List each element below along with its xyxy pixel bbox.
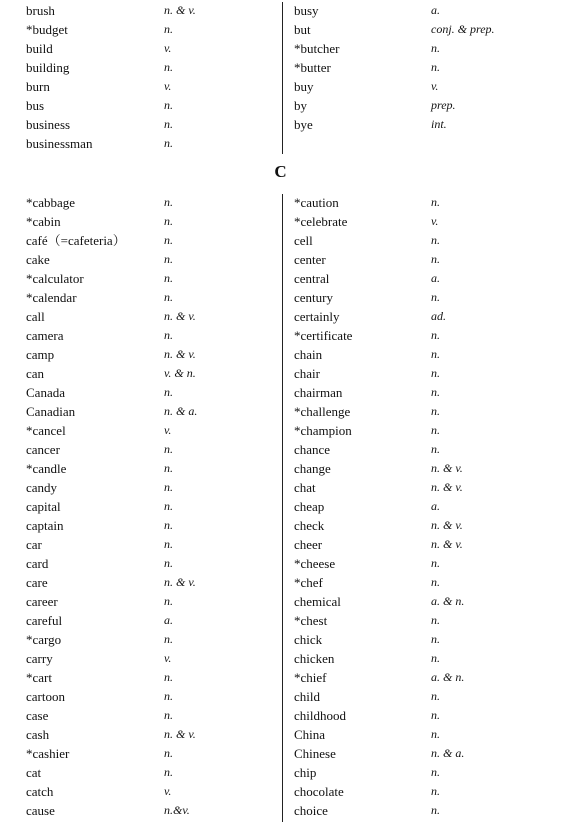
- word-text: catch: [26, 784, 54, 799]
- word-text: *champion: [294, 423, 352, 438]
- word-entry: [294, 516, 554, 535]
- part-of-speech: conj. & prep.: [431, 22, 495, 36]
- word-text: *chest: [294, 613, 328, 628]
- part-of-speech: n.: [431, 708, 440, 722]
- part-of-speech: n. & a.: [431, 746, 465, 760]
- word-entry: [294, 115, 554, 134]
- word-text: car: [26, 537, 42, 552]
- word-entry: [294, 383, 554, 402]
- part-of-speech: n.: [164, 689, 173, 703]
- word-text: child: [294, 689, 320, 704]
- word-entry: [294, 212, 554, 231]
- part-of-speech: v.: [164, 79, 172, 93]
- part-of-speech: n.: [431, 347, 440, 361]
- word-entry: [294, 231, 554, 250]
- word-text: *chief: [294, 670, 327, 685]
- word-entry: [26, 307, 266, 326]
- word-entry: [26, 96, 266, 115]
- word-entry: [26, 573, 266, 592]
- word-text: businessman: [26, 136, 93, 151]
- part-of-speech: n. & v.: [164, 3, 196, 17]
- word-text: chain: [294, 347, 323, 362]
- word-text: camp: [26, 347, 55, 362]
- word-entry: [26, 687, 266, 706]
- word-entry: [294, 459, 554, 478]
- part-of-speech: n.: [431, 195, 440, 209]
- word-entry: [26, 782, 266, 801]
- part-of-speech: n.: [431, 252, 440, 266]
- part-of-speech: n.: [431, 556, 440, 570]
- part-of-speech: n.: [164, 670, 173, 684]
- word-entry: [26, 516, 266, 535]
- word-text: chair: [294, 366, 320, 381]
- word-text: chemical: [294, 594, 341, 609]
- part-of-speech: n.: [164, 537, 173, 551]
- part-of-speech: n.: [164, 461, 173, 475]
- part-of-speech: n.&v.: [164, 803, 190, 817]
- part-of-speech: n. & v.: [164, 727, 196, 741]
- word-text: build: [26, 41, 53, 56]
- word-text: camera: [26, 328, 64, 343]
- word-entry: [294, 345, 554, 364]
- part-of-speech: int.: [431, 117, 447, 131]
- word-entry: [26, 763, 266, 782]
- word-text: *cart: [26, 670, 52, 685]
- part-of-speech: n.: [164, 117, 173, 131]
- word-entry: [294, 326, 554, 345]
- word-entry: [294, 592, 554, 611]
- word-text: China: [294, 727, 326, 742]
- part-of-speech: n. & v.: [431, 461, 463, 475]
- word-text: chance: [294, 442, 331, 457]
- word-text: capital: [26, 499, 61, 514]
- part-of-speech: n.: [431, 385, 440, 399]
- word-text: cause: [26, 803, 55, 818]
- word-text: by: [294, 98, 307, 113]
- word-entry: [294, 1, 554, 20]
- part-of-speech: n.: [431, 404, 440, 418]
- part-of-speech: n.: [431, 784, 440, 798]
- word-entry: [26, 421, 266, 440]
- word-entry: [294, 478, 554, 497]
- word-text: Canadian: [26, 404, 76, 419]
- part-of-speech: v.: [164, 41, 172, 55]
- part-of-speech: n.: [431, 290, 440, 304]
- part-of-speech: n.: [431, 632, 440, 646]
- word-entry: [294, 440, 554, 459]
- word-entry: [26, 250, 266, 269]
- word-entry: [26, 288, 266, 307]
- word-entry: [26, 134, 266, 153]
- word-entry: [294, 58, 554, 77]
- word-text: café（=cafeteria）: [26, 233, 126, 248]
- word-entry: [294, 307, 554, 326]
- word-entry: [294, 611, 554, 630]
- word-text: call: [26, 309, 45, 324]
- word-text: busy: [294, 3, 319, 18]
- word-text: careful: [26, 613, 63, 628]
- word-entry: [26, 497, 266, 516]
- word-text: chick: [294, 632, 323, 647]
- part-of-speech: n.: [431, 233, 440, 247]
- word-entry: [26, 326, 266, 345]
- word-text: chairman: [294, 385, 343, 400]
- word-entry: [26, 383, 266, 402]
- word-entry: [294, 725, 554, 744]
- word-text: cake: [26, 252, 50, 267]
- word-entry: [26, 231, 266, 250]
- part-of-speech: n.: [164, 290, 173, 304]
- word-entry: [294, 20, 554, 39]
- word-entry: [26, 212, 266, 231]
- part-of-speech: n.: [164, 499, 173, 513]
- word-text: career: [26, 594, 58, 609]
- part-of-speech: n. & v.: [431, 480, 463, 494]
- word-entry: [294, 630, 554, 649]
- word-entry: [294, 782, 554, 801]
- part-of-speech: n.: [431, 328, 440, 342]
- part-of-speech: a. & n.: [431, 670, 465, 684]
- word-entry: [294, 687, 554, 706]
- word-entry: [26, 39, 266, 58]
- part-of-speech: n.: [164, 233, 173, 247]
- part-of-speech: n.: [164, 195, 173, 209]
- word-text: chat: [294, 480, 316, 495]
- word-text: certainly: [294, 309, 340, 324]
- word-text: cheap: [294, 499, 325, 514]
- word-entry: [26, 269, 266, 288]
- word-text: cheer: [294, 537, 323, 552]
- word-text: case: [26, 708, 49, 723]
- word-text: card: [26, 556, 49, 571]
- word-text: *cabin: [26, 214, 61, 229]
- word-text: *cancel: [26, 423, 66, 438]
- part-of-speech: n.: [164, 136, 173, 150]
- word-text: but: [294, 22, 311, 37]
- word-text: chocolate: [294, 784, 344, 799]
- word-entry: [294, 573, 554, 592]
- part-of-speech: n.: [164, 60, 173, 74]
- word-text: business: [26, 117, 71, 132]
- word-entry: [26, 478, 266, 497]
- word-text: *cargo: [26, 632, 62, 647]
- word-entry: [294, 250, 554, 269]
- word-entry: [26, 193, 266, 212]
- part-of-speech: n.: [164, 518, 173, 532]
- word-text: *celebrate: [294, 214, 348, 229]
- word-text: central: [294, 271, 330, 286]
- word-text: care: [26, 575, 48, 590]
- part-of-speech: n.: [164, 385, 173, 399]
- part-of-speech: a.: [431, 271, 440, 285]
- word-entry: [294, 77, 554, 96]
- word-entry: [294, 288, 554, 307]
- word-entry: [294, 649, 554, 668]
- word-text: *chef: [294, 575, 323, 590]
- word-entry: [26, 459, 266, 478]
- word-entry: [26, 20, 266, 39]
- word-entry: [294, 763, 554, 782]
- part-of-speech: n. & v.: [431, 518, 463, 532]
- word-entry: [26, 1, 266, 20]
- word-entry: [26, 77, 266, 96]
- word-entry: [26, 725, 266, 744]
- word-entry: [294, 39, 554, 58]
- word-text: *caution: [294, 195, 339, 210]
- word-text: buy: [294, 79, 314, 94]
- part-of-speech: v.: [164, 651, 172, 665]
- part-of-speech: n.: [164, 746, 173, 760]
- part-of-speech: n. & v.: [431, 537, 463, 551]
- part-of-speech: n.: [164, 22, 173, 36]
- word-text: cell: [294, 233, 313, 248]
- part-of-speech: ad.: [431, 309, 446, 323]
- part-of-speech: n.: [164, 765, 173, 779]
- word-text: chip: [294, 765, 317, 780]
- part-of-speech: n. & v.: [164, 575, 196, 589]
- word-text: century: [294, 290, 333, 305]
- section-heading: C: [274, 162, 287, 181]
- word-text: *candle: [26, 461, 67, 476]
- column-divider-c: [282, 194, 283, 822]
- part-of-speech: n.: [164, 252, 173, 266]
- word-entry: [294, 706, 554, 725]
- part-of-speech: n.: [164, 98, 173, 112]
- word-text: change: [294, 461, 331, 476]
- part-of-speech: n.: [431, 575, 440, 589]
- word-entry: [26, 801, 266, 820]
- word-text: chicken: [294, 651, 335, 666]
- word-entry: [26, 345, 266, 364]
- word-entry: [26, 364, 266, 383]
- word-entry: [294, 744, 554, 763]
- part-of-speech: n.: [164, 594, 173, 608]
- word-text: captain: [26, 518, 64, 533]
- part-of-speech: n.: [164, 214, 173, 228]
- word-text: carry: [26, 651, 53, 666]
- word-text: bus: [26, 98, 45, 113]
- part-of-speech: n.: [431, 60, 440, 74]
- word-entry: [26, 554, 266, 573]
- word-text: cat: [26, 765, 42, 780]
- part-of-speech: v.: [164, 784, 172, 798]
- word-entry: [294, 668, 554, 687]
- word-entry: [294, 535, 554, 554]
- word-entry: [26, 630, 266, 649]
- part-of-speech: n. & v.: [164, 309, 196, 323]
- part-of-speech: n.: [431, 423, 440, 437]
- word-text: building: [26, 60, 70, 75]
- word-entry: [294, 421, 554, 440]
- word-text: cash: [26, 727, 50, 742]
- part-of-speech: n.: [431, 727, 440, 741]
- part-of-speech: n. & v.: [164, 347, 196, 361]
- word-entry: [294, 269, 554, 288]
- part-of-speech: v.: [431, 79, 439, 93]
- word-text: cartoon: [26, 689, 65, 704]
- word-text: childhood: [294, 708, 346, 723]
- word-entry: [26, 440, 266, 459]
- part-of-speech: n.: [431, 366, 440, 380]
- word-text: check: [294, 518, 325, 533]
- part-of-speech: n.: [164, 442, 173, 456]
- word-entry: [26, 744, 266, 763]
- word-text: choice: [294, 803, 328, 818]
- part-of-speech: n.: [431, 613, 440, 627]
- word-entry: [294, 364, 554, 383]
- word-text: *butter: [294, 60, 331, 75]
- word-entry: [294, 96, 554, 115]
- word-entry: [294, 801, 554, 820]
- word-text: *budget: [26, 22, 68, 37]
- word-text: *cabbage: [26, 195, 76, 210]
- column-divider-top: [282, 2, 283, 154]
- word-text: Chinese: [294, 746, 336, 761]
- part-of-speech: v.: [431, 214, 439, 228]
- part-of-speech: n.: [164, 708, 173, 722]
- word-entry: [26, 706, 266, 725]
- part-of-speech: n.: [431, 651, 440, 665]
- part-of-speech: n.: [164, 328, 173, 342]
- word-text: bye: [294, 117, 313, 132]
- word-entry: [26, 58, 266, 77]
- word-entry: [26, 611, 266, 630]
- word-text: burn: [26, 79, 50, 94]
- word-text: candy: [26, 480, 58, 495]
- word-entry: [26, 649, 266, 668]
- word-entry: [294, 497, 554, 516]
- part-of-speech: n.: [431, 765, 440, 779]
- part-of-speech: a. & n.: [431, 594, 465, 608]
- word-entry: [26, 115, 266, 134]
- word-entry: [294, 554, 554, 573]
- part-of-speech: n.: [431, 803, 440, 817]
- part-of-speech: v.: [164, 423, 172, 437]
- word-text: *calculator: [26, 271, 84, 286]
- part-of-speech: a.: [164, 613, 173, 627]
- word-text: center: [294, 252, 326, 267]
- part-of-speech: a.: [431, 499, 440, 513]
- part-of-speech: v. & n.: [164, 366, 196, 380]
- word-text: cancer: [26, 442, 60, 457]
- word-entry: [26, 402, 266, 421]
- part-of-speech: n.: [431, 41, 440, 55]
- part-of-speech: a.: [431, 3, 440, 17]
- word-text: *butcher: [294, 41, 340, 56]
- part-of-speech: n.: [164, 480, 173, 494]
- word-entry: [26, 535, 266, 554]
- part-of-speech: prep.: [431, 98, 456, 112]
- word-text: can: [26, 366, 45, 381]
- word-entry: [26, 668, 266, 687]
- word-text: *certificate: [294, 328, 353, 343]
- part-of-speech: n.: [164, 632, 173, 646]
- word-text: *calendar: [26, 290, 77, 305]
- word-text: Canada: [26, 385, 65, 400]
- word-text: *cashier: [26, 746, 70, 761]
- part-of-speech: n.: [164, 271, 173, 285]
- word-entry: [294, 402, 554, 421]
- word-text: *cheese: [294, 556, 336, 571]
- part-of-speech: n.: [164, 556, 173, 570]
- word-text: brush: [26, 3, 55, 18]
- part-of-speech: n.: [431, 442, 440, 456]
- part-of-speech: n. & a.: [164, 404, 198, 418]
- word-entry: [26, 592, 266, 611]
- part-of-speech: n.: [431, 689, 440, 703]
- word-entry: [294, 193, 554, 212]
- word-text: *challenge: [294, 404, 351, 419]
